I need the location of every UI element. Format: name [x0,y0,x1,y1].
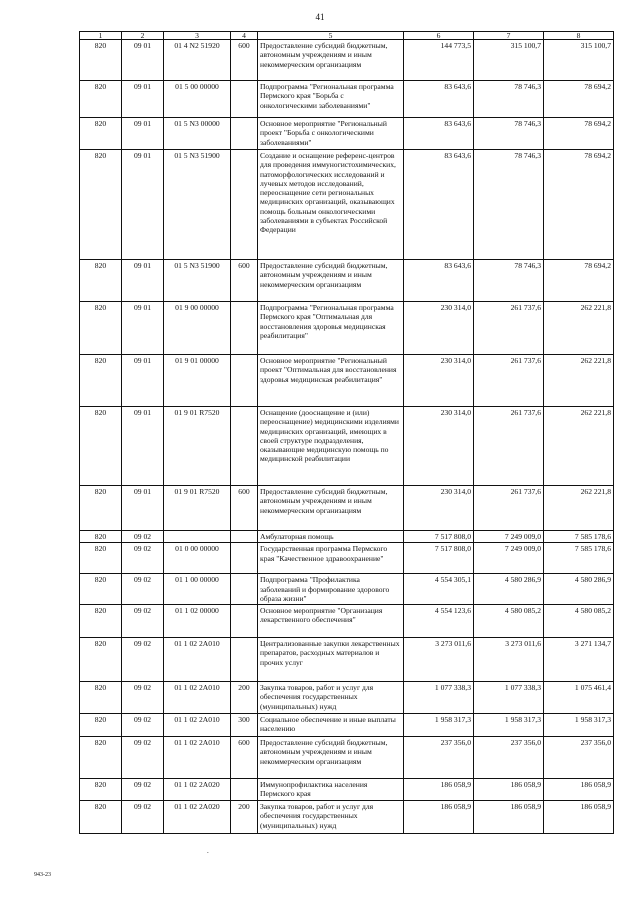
ministry-code-cell: 820 [80,302,122,355]
table-row [80,407,614,486]
table-row [80,682,614,714]
description-cell: Создание и оснащение референс-центров для проведения иммуногистохимических, патоморфологических исследований и лучевых методов исследований, переоснащение сети региональных медицинских организаций, оказывающих помощь больным онкологическими заболеваниями в субъектах Российской Федерации [258,150,404,260]
ministry-code-cell: 820 [80,605,122,638]
amount-col-8-cell: 1 075 461,4 [544,682,614,714]
ministry-code-cell: 820 [80,486,122,531]
header-col-6: 6 [404,32,474,40]
amount-col-6-cell: 186 058,9 [404,801,474,834]
description-cell: Подпрограмма "Региональная программа Пермского края "Борьба с онкологическими заболеваниями" [258,81,404,118]
table-row [80,543,614,574]
amount-col-8-cell: 262 221,8 [544,407,614,486]
amount-col-8-cell: 78 694,2 [544,81,614,118]
amount-col-8-cell: 78 694,2 [544,150,614,260]
section-code-cell: 09 02 [122,801,164,834]
header-col-5: 5 [258,32,404,40]
description-cell: Закупка товаров, работ и услуг для обеспечения государственных (муниципальных) нужд [258,682,404,714]
description-cell: Основное мероприятие "Региональный проект "Оптимальная для восстановления здоровья медицинская реабилитация" [258,355,404,407]
ministry-code-cell: 820 [80,574,122,605]
amount-col-6-cell: 83 643,6 [404,260,474,302]
description-cell: Подпрограмма "Региональная программа Пермского края "Оптимальная для восстановления здоровья медицинская реабилитация" [258,302,404,355]
amount-col-8-cell: 7 585 178,6 [544,531,614,543]
amount-col-6-cell: 1 077 338,3 [404,682,474,714]
expense-type-cell: 600 [231,737,258,779]
amount-col-6-cell: 144 773,5 [404,40,474,81]
section-code-cell: 09 01 [122,355,164,407]
section-code-cell: 09 01 [122,81,164,118]
description-cell: Социальное обеспечение и иные выплаты населению [258,714,404,737]
amount-col-6-cell: 186 058,9 [404,779,474,801]
description-cell: Оснащение (дооснащение и (или) переоснащение) медицинскими изделиями медицинских организаций, имеющих в своей структуре подразделения, оказывающие медицинскую помощь по медицинской реабилитации [258,407,404,486]
table-row [80,605,614,638]
ministry-code-cell: 820 [80,638,122,682]
amount-col-8-cell: 186 058,9 [544,801,614,834]
description-cell: Централизованные закупки лекарственных препаратов, расходных материалов и прочих услуг [258,638,404,682]
table-row [80,714,614,737]
amount-col-8-cell: 4 580 085,2 [544,605,614,638]
target-article-cell: 01 5 N3 51900 [164,260,231,302]
section-code-cell: 09 02 [122,682,164,714]
section-code-cell: 09 02 [122,638,164,682]
ministry-code-cell: 820 [80,801,122,834]
expense-type-cell: 200 [231,682,258,714]
expense-type-cell: 200 [231,801,258,834]
target-article-cell: 01 1 02 2A010 [164,737,231,779]
amount-col-6-cell: 4 554 305,1 [404,574,474,605]
expense-type-cell: 300 [231,714,258,737]
amount-col-6-cell: 83 643,6 [404,81,474,118]
header-col-8: 8 [544,32,614,40]
section-code-cell: 09 02 [122,714,164,737]
amount-col-7-cell: 7 249 009,0 [474,543,544,574]
description-cell: Амбулаторная помощь [258,531,404,543]
amount-col-7-cell: 261 737,6 [474,486,544,531]
budget-table [79,31,614,834]
amount-col-8-cell: 237 356,0 [544,737,614,779]
header-col-3: 3 [164,32,231,40]
ministry-code-cell: 820 [80,407,122,486]
header-col-2: 2 [122,32,164,40]
amount-col-6-cell: 3 273 011,6 [404,638,474,682]
amount-col-6-cell: 230 314,0 [404,407,474,486]
section-code-cell: 09 01 [122,260,164,302]
amount-col-8-cell: 1 958 317,3 [544,714,614,737]
target-article-cell: 01 1 02 2A010 [164,714,231,737]
table-row [80,737,614,779]
expense-type-cell [231,407,258,486]
ministry-code-cell: 820 [80,682,122,714]
stray-mark: . [207,847,209,855]
description-cell: Предоставление субсидий бюджетным, автономным учреждениям и иным некоммерческим организациям [258,40,404,81]
amount-col-6-cell: 1 958 317,3 [404,714,474,737]
description-cell: Закупка товаров, работ и услуг для обеспечения государственных (муниципальных) нужд [258,801,404,834]
amount-col-7-cell: 261 737,6 [474,407,544,486]
document-code: 943-23 [34,872,51,878]
amount-col-6-cell: 7 517 808,0 [404,543,474,574]
description-cell: Предоставление субсидий бюджетным, автономным учреждениям и иным некоммерческим организациям [258,260,404,302]
amount-col-8-cell: 315 100,7 [544,40,614,81]
expense-type-cell: 600 [231,260,258,302]
target-article-cell: 01 1 02 2A020 [164,801,231,834]
expense-type-cell [231,302,258,355]
header-col-1: 1 [80,32,122,40]
ministry-code-cell: 820 [80,543,122,574]
expense-type-cell [231,118,258,150]
expense-type-cell [231,638,258,682]
page-number: 41 [315,12,325,22]
expense-type-cell [231,531,258,543]
target-article-cell: 01 9 01 00000 [164,355,231,407]
ministry-code-cell: 820 [80,118,122,150]
amount-col-7-cell: 7 249 009,0 [474,531,544,543]
description-cell: Основное мероприятие "Организация лекарственного обеспечения" [258,605,404,638]
target-article-cell [164,531,231,543]
amount-col-7-cell: 3 273 011,6 [474,638,544,682]
amount-col-7-cell: 78 746,3 [474,260,544,302]
amount-col-7-cell: 315 100,7 [474,40,544,81]
ministry-code-cell: 820 [80,260,122,302]
description-cell: Подпрограмма "Профилактика заболеваний и формирование здорового образа жизни" [258,574,404,605]
amount-col-8-cell: 262 221,8 [544,355,614,407]
amount-col-6-cell: 230 314,0 [404,486,474,531]
target-article-cell: 01 5 N3 00000 [164,118,231,150]
amount-col-6-cell: 7 517 808,0 [404,531,474,543]
amount-col-8-cell: 262 221,8 [544,486,614,531]
amount-col-8-cell: 3 271 134,7 [544,638,614,682]
description-cell: Иммунопрофилактика населения Пермского края [258,779,404,801]
amount-col-7-cell: 1 958 317,3 [474,714,544,737]
target-article-cell: 01 9 01 R7520 [164,486,231,531]
ministry-code-cell: 820 [80,737,122,779]
amount-col-8-cell: 262 221,8 [544,302,614,355]
target-article-cell: 01 9 01 R7520 [164,407,231,486]
target-article-cell: 01 1 02 2A010 [164,682,231,714]
amount-col-8-cell: 78 694,2 [544,260,614,302]
target-article-cell: 01 4 N2 51920 [164,40,231,81]
target-article-cell: 01 0 00 00000 [164,543,231,574]
section-code-cell: 09 02 [122,779,164,801]
expense-type-cell: 600 [231,486,258,531]
description-cell: Государственная программа Пермского края "Качественное здравоохранение" [258,543,404,574]
section-code-cell: 09 02 [122,574,164,605]
amount-col-6-cell: 237 356,0 [404,737,474,779]
table-row [80,574,614,605]
amount-col-8-cell: 78 694,2 [544,118,614,150]
description-cell: Предоставление субсидий бюджетным, автономным учреждениям и иным некоммерческим организациям [258,737,404,779]
ministry-code-cell: 820 [80,531,122,543]
expense-type-cell [231,355,258,407]
table-row [80,779,614,801]
target-article-cell: 01 1 02 00000 [164,605,231,638]
amount-col-7-cell: 186 058,9 [474,779,544,801]
amount-col-7-cell: 237 356,0 [474,737,544,779]
ministry-code-cell: 820 [80,150,122,260]
table-row [80,40,614,81]
amount-col-8-cell: 186 058,9 [544,779,614,801]
ministry-code-cell: 820 [80,714,122,737]
amount-col-7-cell: 261 737,6 [474,302,544,355]
header-col-7: 7 [474,32,544,40]
expense-type-cell [231,779,258,801]
target-article-cell: 01 5 N3 51900 [164,150,231,260]
section-code-cell: 09 01 [122,40,164,81]
amount-col-7-cell: 186 058,9 [474,801,544,834]
description-cell: Основное мероприятие "Региональный проект "Борьба с онкологическими заболеваниями" [258,118,404,150]
amount-col-6-cell: 83 643,6 [404,118,474,150]
section-code-cell: 09 01 [122,118,164,150]
amount-col-6-cell: 230 314,0 [404,302,474,355]
header-col-4: 4 [231,32,258,40]
target-article-cell: 01 9 00 00000 [164,302,231,355]
amount-col-7-cell: 78 746,3 [474,118,544,150]
table-row [80,302,614,355]
section-code-cell: 09 01 [122,302,164,355]
amount-col-6-cell: 4 554 123,6 [404,605,474,638]
amount-col-7-cell: 78 746,3 [474,81,544,118]
expense-type-cell [231,543,258,574]
section-code-cell: 09 02 [122,543,164,574]
section-code-cell: 09 01 [122,486,164,531]
amount-col-8-cell: 7 585 178,6 [544,543,614,574]
expense-type-cell [231,150,258,260]
amount-col-7-cell: 1 077 338,3 [474,682,544,714]
amount-col-7-cell: 78 746,3 [474,150,544,260]
amount-col-7-cell: 261 737,6 [474,355,544,407]
table-row [80,531,614,543]
table-row [80,260,614,302]
table-row [80,81,614,118]
ministry-code-cell: 820 [80,355,122,407]
section-code-cell: 09 02 [122,531,164,543]
table-row [80,638,614,682]
description-cell: Предоставление субсидий бюджетным, автономным учреждениям и иным некоммерческим организациям [258,486,404,531]
table-row [80,150,614,260]
ministry-code-cell: 820 [80,40,122,81]
amount-col-6-cell: 83 643,6 [404,150,474,260]
target-article-cell: 01 1 02 2A010 [164,638,231,682]
amount-col-6-cell: 230 314,0 [404,355,474,407]
section-code-cell: 09 01 [122,150,164,260]
target-article-cell: 01 1 00 00000 [164,574,231,605]
ministry-code-cell: 820 [80,779,122,801]
expense-type-cell [231,574,258,605]
section-code-cell: 09 02 [122,605,164,638]
table-row [80,355,614,407]
amount-col-7-cell: 4 580 085,2 [474,605,544,638]
expense-type-cell [231,81,258,118]
section-code-cell: 09 02 [122,737,164,779]
expense-type-cell [231,605,258,638]
amount-col-8-cell: 4 580 286,9 [544,574,614,605]
target-article-cell: 01 1 02 2A020 [164,779,231,801]
table-row [80,801,614,834]
section-code-cell: 09 01 [122,407,164,486]
ministry-code-cell: 820 [80,81,122,118]
amount-col-7-cell: 4 580 286,9 [474,574,544,605]
table-row [80,486,614,531]
target-article-cell: 01 5 00 00000 [164,81,231,118]
table-row [80,118,614,150]
table-header-row [80,32,614,40]
expense-type-cell: 600 [231,40,258,81]
